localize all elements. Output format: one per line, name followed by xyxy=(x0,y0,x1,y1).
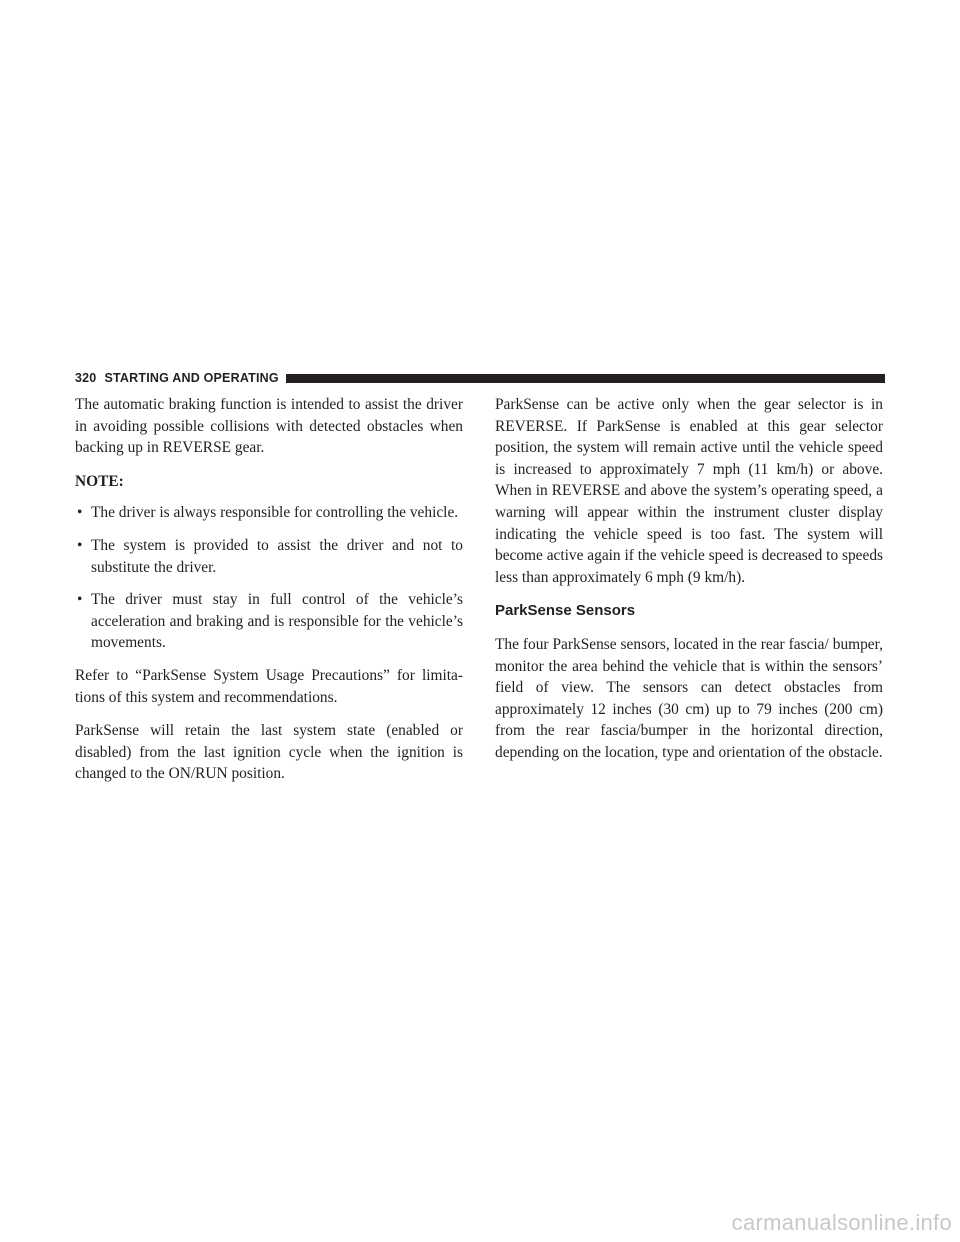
bullet-icon: • xyxy=(77,504,83,522)
note-item-text: The driver must stay in full control of the vehicle’s acceleration and braking and is responsible for the vehicle’s movements. xyxy=(91,591,463,652)
paragraph-precautions-reference: Refer to “ParkSense System Usage Precautions” for limitations of this system and recommendations. xyxy=(75,666,463,706)
paragraph-automatic-braking: The automatic braking function is intended to assist the driver in avoiding possible collisions with detected obstacles when backing up in REVERSE gear. xyxy=(75,396,463,457)
note-item xyxy=(75,502,463,524)
note-item xyxy=(75,589,463,654)
note-item-text: The driver is always responsible for controlling the vehicle. xyxy=(91,504,459,522)
header-rule xyxy=(286,374,885,383)
bullet-icon: • xyxy=(77,591,83,609)
note-item xyxy=(75,535,463,578)
watermark: carmanualsonline.info xyxy=(731,1210,952,1235)
right-column xyxy=(495,394,883,776)
page-number: 320 xyxy=(75,371,97,385)
left-column xyxy=(75,394,463,797)
bullet-icon: • xyxy=(77,536,83,554)
section-title: STARTING AND OPERATING xyxy=(104,371,279,385)
paragraph-sensors: The four ParkSense sensors, located in the rear fascia/ bumper, monitor the area behind the vehicle that is within the sensors’ field of view. The sensors can detect obstacles from approximately 12 inches (30 cm) up to 79 inches (200 cm) from the rear fascia/bumper in the horizontal direction, depending on the location, type and orientation of the obstacle. xyxy=(495,635,883,761)
note-label: NOTE: xyxy=(75,472,124,490)
section-heading-sensors: ParkSense Sensors xyxy=(495,602,636,620)
paragraph-system-state: ParkSense will retain the last system state (enabled or disabled) from the last ignition cycle when the ignition is changed to the ON/RUN position. xyxy=(75,722,463,783)
note-list xyxy=(75,502,463,654)
page-header xyxy=(75,370,885,386)
paragraph-active-conditions: ParkSense can be active only when the gear selector is in REVERSE. If ParkSense is enabled at this gear selector position, the system will remain active until the vehicle speed is increased to approximately 7 mph (11 km/h) or above. When in REVERSE and above the system’s operating speed, a warning will appear within the instrument cluster display indicating the vehicle speed is too fast. The system will become active again if the vehicle speed is decreased to speeds less than approximately 6 mph (9 km/h). xyxy=(495,396,884,586)
note-item-text: The system is provided to assist the driver and not to substitute the driver. xyxy=(91,536,463,576)
